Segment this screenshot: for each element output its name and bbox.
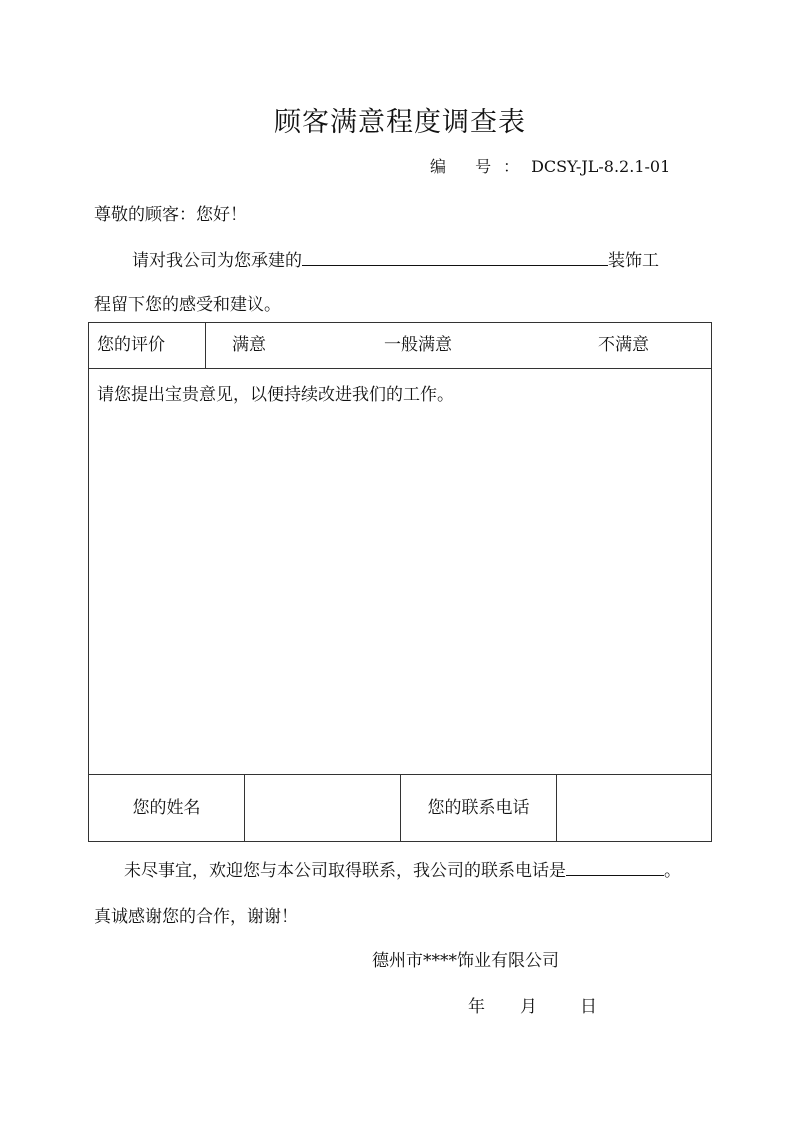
- intro-prefix: 请对我公司为您承建的: [132, 251, 302, 271]
- closing-line-1-period: 。: [664, 861, 681, 881]
- closing-line-2: 真诚感谢您的合作，谢谢！: [94, 907, 298, 927]
- document-number-value: DCSY-JL-8.2.1-01: [531, 157, 671, 176]
- name-field[interactable]: [245, 775, 401, 841]
- evaluation-label: 您的评价: [89, 323, 206, 368]
- option-satisfied[interactable]: 满意: [232, 335, 266, 355]
- date-month: 月: [520, 997, 537, 1017]
- company-phone-blank[interactable]: [566, 861, 664, 876]
- date-line: [468, 992, 597, 1017]
- document-number: [430, 154, 670, 177]
- option-fairly-satisfied[interactable]: 一般满意: [384, 335, 452, 355]
- date-year: 年: [468, 997, 485, 1017]
- document-number-label: 编 号：: [430, 157, 532, 176]
- closing-line-1-text: 未尽事宜，欢迎您与本公司取得联系，我公司的联系电话是: [124, 861, 566, 881]
- phone-field[interactable]: [557, 775, 711, 841]
- evaluation-row: [89, 323, 711, 369]
- name-label: 您的姓名: [89, 775, 245, 841]
- intro-suffix: 装饰工: [608, 251, 659, 271]
- project-name-blank[interactable]: [302, 251, 608, 266]
- date-day: 日: [580, 997, 597, 1017]
- company-name: 德州市****饰业有限公司: [372, 951, 559, 971]
- option-dissatisfied[interactable]: 不满意: [598, 335, 649, 355]
- greeting: 尊敬的顾客：您好！: [94, 205, 247, 225]
- phone-label: 您的联系电话: [401, 775, 557, 841]
- closing-line-1: [124, 856, 681, 881]
- survey-form: [88, 322, 712, 842]
- page-title: 顾客满意程度调查表: [274, 107, 526, 138]
- intro-line: [132, 246, 659, 271]
- comments-prompt: 请您提出宝贵意见，以便持续改进我们的工作。: [97, 385, 454, 405]
- contact-row: [89, 775, 711, 841]
- intro-line-2: 程留下您的感受和建议。: [94, 295, 281, 315]
- comments-area[interactable]: [89, 369, 711, 775]
